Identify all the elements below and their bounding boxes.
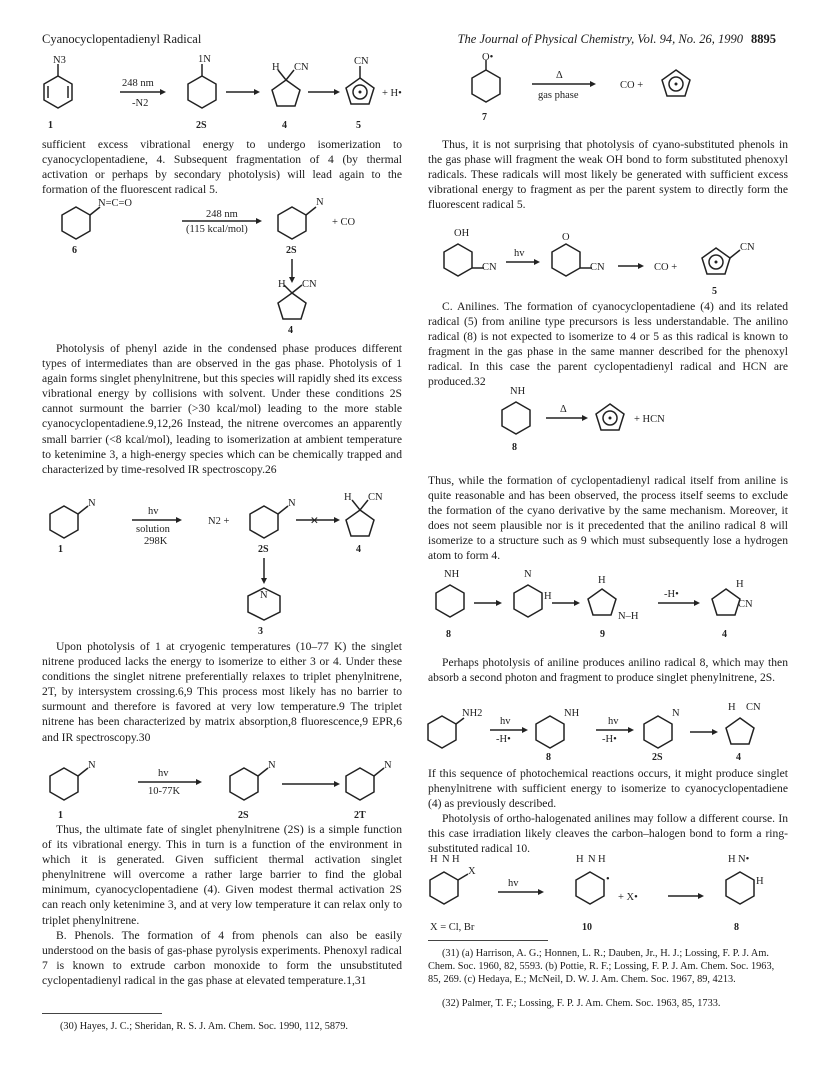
cond-hv-5: hv	[608, 716, 619, 727]
footnote-32: (32) Palmer, T. F.; Lossing, F. P. J. Am. Chem. Soc. 1963, 85, 1733.	[442, 998, 721, 1009]
co-plus-2: CO +	[654, 262, 678, 273]
scheme-aniline-two-photon	[428, 702, 778, 767]
footnote-rule-right	[428, 940, 548, 941]
cmpd-2s-b: 2S	[286, 245, 297, 256]
svg-text:N: N	[88, 498, 96, 509]
label-nh: NH	[510, 386, 526, 397]
cond-hv: hv	[148, 506, 159, 517]
label-nco: N=C=O	[98, 198, 133, 209]
cond-solution: solution	[136, 524, 170, 535]
cmpd-4-b: 4	[288, 325, 293, 336]
svg-text:CN: CN	[590, 262, 605, 273]
cond-hv-3: hv	[514, 248, 525, 259]
n2-plus: N2 +	[208, 516, 230, 527]
svg-text:N: N	[524, 569, 532, 580]
svg-text:H: H	[278, 279, 286, 290]
svg-text:✕: ✕	[310, 516, 319, 527]
footnote-31: (31) (a) Harrison, A. G.; Honnen, L. R.; Dauben, Jr., H. J.; Lossing, F. P. J. Am. Chem. Soc. 1960, 82, 5593. (b) Pottie, R. F.; Lossing, F. P. J. Am. Chem. Soc. 1963, 85, 269. (c) Hedaya, E.; McNeil, D. W. J. Am. Chem. Soc. 1967, 89, 4213.	[428, 948, 775, 985]
svg-text:CN: CN	[738, 599, 753, 610]
svg-text:N: N	[672, 708, 680, 719]
svg-text:N: N	[260, 590, 268, 601]
label-oh: OH	[454, 228, 470, 239]
cmpd-4-d: 4	[722, 629, 727, 640]
right-paragraph-4: Perhaps photolysis of aniline produces anilino radical 8, which may then absorb a second photon and fragment to produce singlet phenylnitrene, 2S.	[428, 656, 788, 685]
label-1n: 1N	[198, 54, 211, 65]
scheme-isomerization	[432, 567, 772, 644]
right-paragraph-3: Thus, while the formation of cyclopentadienyl radical itself from aniline is quite reasonable and has been observed, the process itself seems to exclude the formation of the cyano derivative by the same mechanism. Moreover, it does not seem plausible nor is it precedented that the anilino radical 8 will isomerize to a structure such as 9 which must subsequently lose a hydrogen atom to form 4.	[428, 474, 788, 563]
cond-10-77k: 10-77K	[148, 786, 181, 797]
cond-248nm: 248 nm	[122, 78, 154, 89]
footnote-30: (30) Hayes, J. C.; Sheridan, R. S. J. Am. Chem. Soc. 1990, 112, 5879.	[60, 1021, 348, 1032]
cmpd-1-c: 1	[58, 810, 63, 821]
cond-gas-phase: gas phase	[538, 90, 579, 101]
svg-text:H: H	[728, 702, 736, 713]
cond-115kcal: (115 kcal/mol)	[186, 224, 248, 235]
scheme-cryogenic	[48, 756, 398, 825]
cmpd-8-c: 8	[546, 752, 551, 763]
svg-text:H: H	[598, 575, 606, 586]
cmpd-4: 4	[282, 120, 287, 131]
svg-text:CN: CN	[746, 702, 761, 713]
svg-text:H: H	[598, 854, 606, 865]
cond-hv-4: hv	[500, 716, 511, 727]
cmpd-3: 3	[258, 626, 263, 637]
label-n-h: N–H	[618, 611, 639, 622]
cmpd-8: 8	[512, 442, 517, 453]
scheme-ortho-haloaniline	[428, 850, 778, 939]
scheme-phenoxyl	[470, 54, 710, 129]
running-head-left: Cyanocyclopentadienyl Radical	[42, 32, 202, 46]
scheme-anilino-fragment	[500, 384, 720, 457]
svg-text:•: •	[606, 874, 610, 885]
label-n3: N3	[53, 55, 66, 66]
cmpd-8-b: 8	[446, 629, 451, 640]
scheme-cyanophenol	[440, 226, 790, 301]
left-paragraph-2: Photolysis of phenyl azide in the condensed phase produces different types of intermediates than are observed in the gas phase. Photolysis of 1 again forms singlet phenylnitrene, but this species will rapidly shed its excess vibrational energy by collisions with solvent. Under these conditions 2S cannot surmount the barrier (>30 kcal/mol) leading to the more stable cyanocyclopentadiene.9,12,26 Instead, the nitrene overcomes an apparently small barrier (<8 kcal/mol), leading to isomerization at ambient temperature to ketenimine 3, a high-energy species which can be chemically trapped and characterized by time-resolved IR spectroscopy.26	[42, 342, 402, 476]
svg-text:N•: N•	[738, 854, 750, 865]
cond-delta-2: Δ	[560, 404, 567, 415]
scheme-phenyl-azide-gas	[42, 54, 402, 139]
svg-text:N: N	[588, 854, 596, 865]
label-cn: CN	[294, 62, 309, 73]
plus-x-radical: + X•	[618, 892, 638, 903]
cond-delta: Δ	[556, 70, 563, 81]
svg-text:CN: CN	[368, 492, 383, 503]
svg-text:N: N	[316, 197, 324, 208]
cmpd-2t: 2T	[354, 810, 366, 821]
label-cn-5: CN	[354, 56, 369, 67]
scheme-phenyl-isocyanate	[60, 195, 390, 336]
cmpd-8-d: 8	[734, 922, 739, 933]
cmpd-2s-d: 2S	[238, 810, 249, 821]
svg-text:H: H	[736, 579, 744, 590]
left-paragraph-4-5: Thus, the ultimate fate of singlet phenylnitrene (2S) is a simple function of its vibrational energy. This in turn is a function of the environment in which it is generated. Given sufficient thermal activation singlet phenylnitrene will overcome a rather large barrier to find the global minimum, cyanocyclopentadiene (4). Given modest thermal activation 2S can reach only ketenimine 3, and at very low temperature it can relax only to triplet phenylnitrene. B. Phenols. The formation of 4 from phenols can also be easily understood on the basis of gas-phase pyrolysis experiments. Phenoxyl radical 7 is known to extrude carbon monoxide to form the unsubstituted cyclopentadienyl radical in the gas phase at elevated temperature.1,31	[42, 823, 402, 987]
right-paragraph-5-6: If this sequence of photochemical reactions occurs, it might produce singlet phenylnitrene with sufficient energy to isomerize to cyanocyclopentadiene (4) as previously described. Photolysis of ortho-halogenated anilines may follow a different course. In this case irradiation likely cleaves the carbon–halogen bond to form a ring-substituted radical 10.	[428, 767, 788, 856]
plus-co: + CO	[332, 217, 356, 228]
page-number: 8895	[751, 32, 776, 46]
svg-text:CN: CN	[482, 262, 497, 273]
cmpd-9: 9	[600, 629, 605, 640]
svg-text:H: H	[756, 876, 764, 887]
left-paragraph-3: Upon photolysis of 1 at cryogenic temperatures (10–77 K) the singlet nitrene produced lacks the energy to isomerize to either 3 or 4. Under these conditions the singlet nitrene preferentially relaxes to triplet phenylnitrene, 2T, by intersystem crossing.6,9 This process most likely has no barrier to surmount and therefore is favored at very low temperature.9 The triplet nitrene has been characterized by matrix absorption,8 fluorescence,9 EPR,6 and IR spectroscopy.30	[42, 640, 402, 744]
svg-text:H: H	[430, 854, 438, 865]
running-head-right	[458, 32, 776, 47]
svg-text:H: H	[452, 854, 460, 865]
svg-text:H: H	[344, 492, 352, 503]
minus-h-radical: -H•	[664, 589, 679, 600]
svg-text:N: N	[384, 760, 392, 771]
cmpd-6: 6	[72, 245, 77, 256]
svg-text:H: H	[576, 854, 584, 865]
label-x: X	[468, 866, 476, 877]
co-plus: CO +	[620, 80, 644, 91]
svg-text:CN: CN	[302, 279, 317, 290]
svg-text:H: H	[544, 591, 552, 602]
svg-text:O•: O•	[482, 52, 494, 63]
cmpd-4-c: 4	[356, 544, 361, 555]
cmpd-5-b: 5	[712, 286, 717, 297]
svg-text:CN: CN	[740, 242, 755, 253]
label-nh2: NH2	[462, 708, 483, 719]
svg-text:O: O	[562, 232, 570, 243]
svg-text:N: N	[288, 498, 296, 509]
cond-minus-h-1: -H•	[496, 734, 511, 745]
plus-hcn: + HCN	[634, 414, 665, 425]
cmpd-2s-e: 2S	[652, 752, 663, 763]
cond-248nm-2: 248 nm	[206, 209, 238, 220]
left-paragraph-1: sufficient excess vibrational energy to undergo isomerization to cyanocyclopentadiene, 4. Subsequent fragmentation of 4 (by thermal activation or perhaps by secondary photolysis) will lead again to the formation of the fluorescent radical 5.	[42, 138, 402, 197]
svg-text:H: H	[728, 854, 736, 865]
cond-hv-2: hv	[158, 768, 169, 779]
svg-text:N: N	[442, 854, 450, 865]
scheme-solution-photolysis	[48, 494, 398, 639]
footnote-rule-left	[42, 1013, 162, 1014]
svg-text:N: N	[268, 760, 276, 771]
cmpd-2s: 2S	[196, 120, 207, 131]
cmpd-7: 7	[482, 112, 487, 123]
cond-minus-n2: -N2	[132, 98, 149, 109]
cmpd-10: 10	[582, 922, 592, 933]
svg-text:NH: NH	[564, 708, 580, 719]
x-condition: X = Cl, Br	[430, 922, 475, 933]
journal-citation: The Journal of Physical Chemistry, Vol. 94, No. 26, 1990	[457, 32, 743, 46]
cmpd-1: 1	[48, 120, 53, 131]
right-paragraph-2: C. Anilines. The formation of cyanocyclopentadiene (4) and its related radical (5) from aniline type precursors is less understandable. The anilino radical (8) is not expected to isomerize to 4 or 5 as this radical is known to fragment in the gas phase in the same manner described for the phenoxyl radical. In this case the parent cyclopentadienyl radical and HCN are produced.32	[428, 300, 788, 389]
label-h: H	[272, 62, 280, 73]
plus-h-radical: + H•	[382, 88, 402, 99]
svg-text:NH: NH	[444, 569, 460, 580]
cond-minus-h-2: -H•	[602, 734, 617, 745]
svg-text:N: N	[88, 760, 96, 771]
right-paragraph-1: Thus, it is not surprising that photolysis of cyano-substituted phenols in the gas phase will fragment the weak OH bond to form substituted phenoxyl radicals. These radicals will most likely be generated with sufficient excess vibrational energy to fragment as per the parent system to directly form the fluorescent radical 5.	[428, 138, 788, 212]
cond-298k: 298K	[144, 536, 168, 547]
cond-hv-6: hv	[508, 878, 519, 889]
cmpd-5: 5	[356, 120, 361, 131]
cmpd-4-e: 4	[736, 752, 741, 763]
cmpd-1-b: 1	[58, 544, 63, 555]
cmpd-2s-c: 2S	[258, 544, 269, 555]
